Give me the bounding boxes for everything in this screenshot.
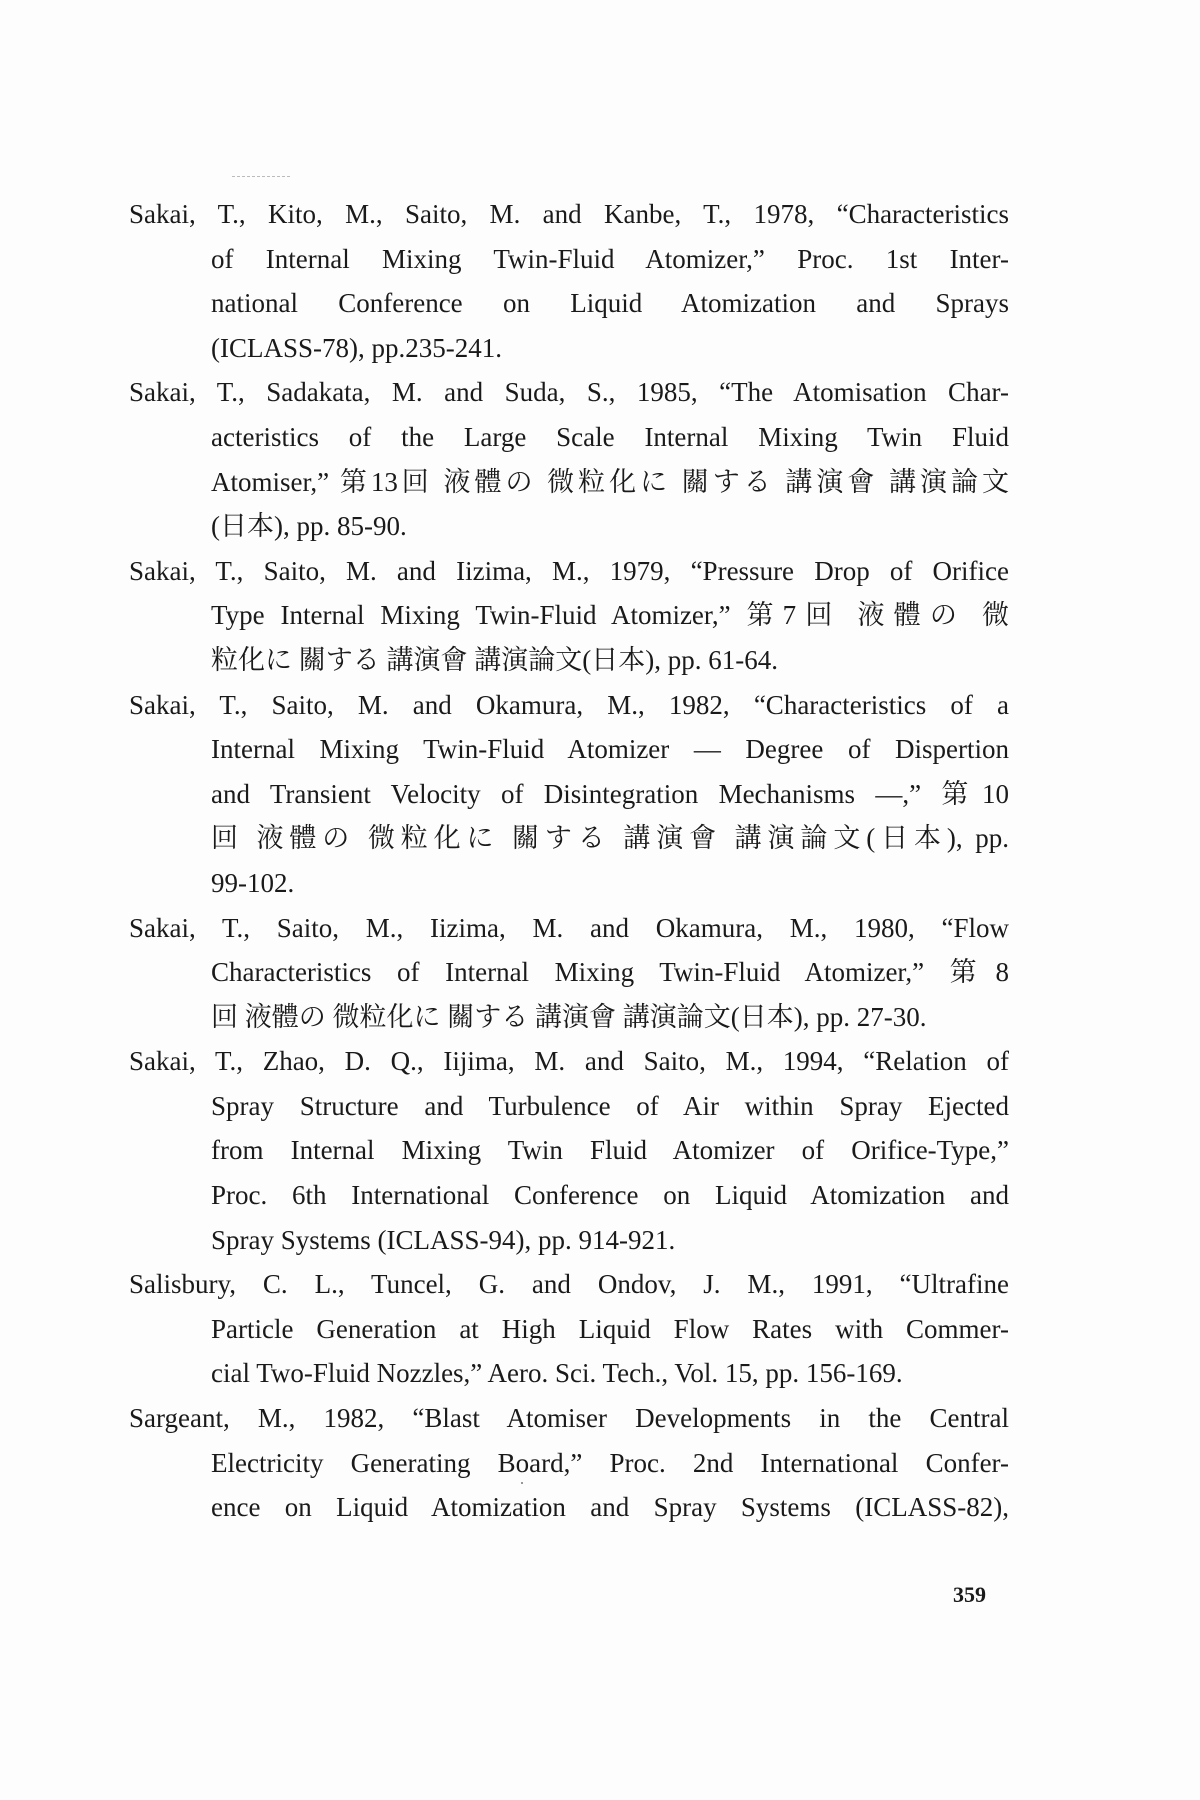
reference-line: Internal Mixing Twin-Fluid Atomizer — Degree of Dispertion [211, 734, 1009, 765]
scan-mark [232, 176, 290, 177]
reference-line: national Conference on Liquid Atomization and Sprays [211, 288, 1009, 319]
reference-entry [129, 683, 1009, 906]
reference-line: Salisbury, C. L., Tuncel, G. and Ondov, J. M., 1991, “Ultrafine [129, 1269, 1009, 1300]
reference-line: cial Two-Fluid Nozzles,” Aero. Sci. Tech., Vol. 15, pp. 156-169. [211, 1358, 903, 1389]
reference-entry [129, 1396, 1009, 1530]
reference-entry [129, 192, 1009, 370]
reference-line: Sakai, T., Zhao, D. Q., Iijima, M. and Saito, M., 1994, “Relation of [129, 1046, 1009, 1077]
scan-speck [521, 1482, 523, 1484]
reference-line: acteristics of the Large Scale Internal Mixing Twin Fluid [211, 421, 1009, 452]
reference-line: Atomiser,” 第13回 液體の 微粒化に 關する 講演會 講演論文 [211, 466, 1009, 497]
reference-line: from Internal Mixing Twin Fluid Atomizer of Orifice-Type,” [211, 1135, 1009, 1166]
reference-line: Proc. 6th International Conference on Liquid Atomization and [211, 1180, 1009, 1211]
reference-line: and Transient Velocity of Disintegration Mechanisms —,” 第10 [211, 778, 1009, 809]
reference-line: Sakai, T., Saito, M. and Okamura, M., 1982, “Characteristics of a [129, 689, 1009, 720]
reference-line: (日本), pp. 85-90. [211, 511, 407, 542]
reference-entry [129, 370, 1009, 548]
reference-line: 回 液體の 微粒化に 關する 講演會 講演論文(日本), pp. 27-30. [211, 1001, 927, 1032]
reference-entry [129, 1039, 1009, 1262]
reference-line: Sakai, T., Saito, M. and Iizima, M., 1979, “Pressure Drop of Orifice [129, 555, 1009, 586]
reference-line: Type Internal Mixing Twin-Fluid Atomizer,” 第7回 液體の 微 [211, 600, 1009, 631]
reference-line: (ICLASS-78), pp.235-241. [211, 332, 502, 363]
reference-line: Spray Systems (ICLASS-94), pp. 914-921. [211, 1224, 676, 1255]
reference-line: 回 液體の 微粒化に 關する 講演會 講演論文(日本), pp. [211, 823, 1009, 854]
reference-entry [129, 549, 1009, 683]
reference-line: Sakai, T., Kito, M., Saito, M. and Kanbe, T., 1978, “Characteristics [129, 199, 1009, 229]
reference-entry [129, 1262, 1009, 1396]
reference-line: 粒化に 關する 講演會 講演論文(日本), pp. 61-64. [211, 644, 778, 675]
reference-entry [129, 906, 1009, 1040]
reference-line: Sargeant, M., 1982, “Blast Atomiser Developments in the Central [129, 1403, 1009, 1434]
reference-line: Electricity Generating Board,” Proc. 2nd International Confer- [211, 1447, 1009, 1478]
reference-line: Particle Generation at High Liquid Flow Rates with Commer- [211, 1313, 1009, 1344]
reference-line: of Internal Mixing Twin-Fluid Atomizer,” Proc. 1st Inter- [211, 243, 1009, 274]
reference-line: Characteristics of Internal Mixing Twin-Fluid Atomizer,” 第8 [211, 957, 1009, 988]
reference-line: Sakai, T., Saito, M., Iizima, M. and Okamura, M., 1980, “Flow [129, 912, 1009, 943]
page-number: 359 [953, 1582, 986, 1607]
reference-list [129, 192, 1009, 1530]
reference-line: Sakai, T., Sadakata, M. and Suda, S., 1985, “The Atomisation Char- [129, 377, 1009, 408]
reference-line: Spray Structure and Turbulence of Air within Spray Ejected [211, 1090, 1009, 1121]
reference-line: 99-102. [211, 867, 295, 898]
reference-line: ence on Liquid Atomization and Spray Systems (ICLASS-82), [211, 1492, 1009, 1523]
